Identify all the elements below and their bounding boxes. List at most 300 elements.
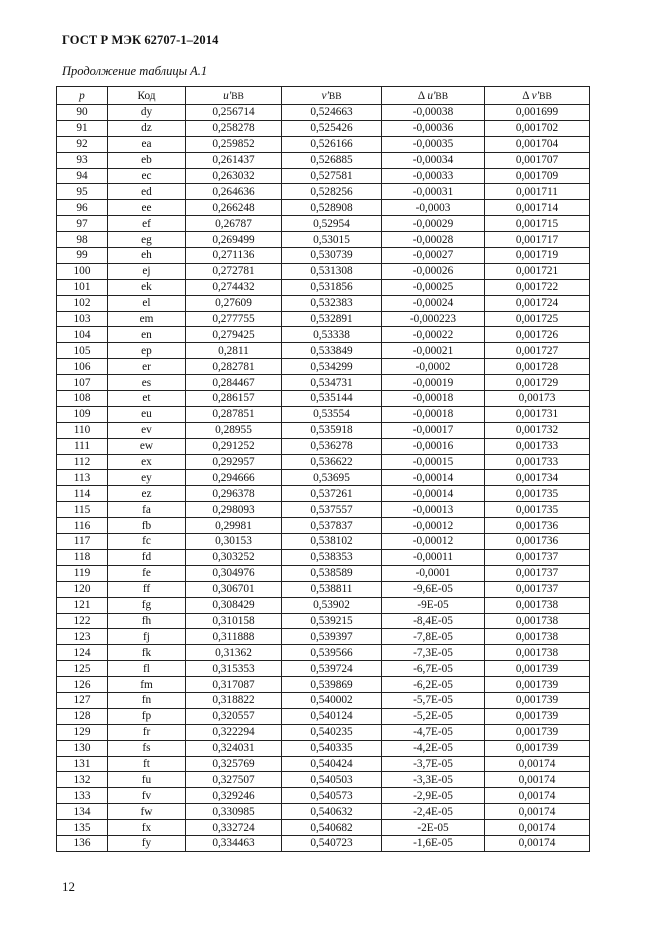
table-cell: 0,286157 [186, 391, 282, 407]
document-header: ГОСТ Р МЭК 62707-1–2014 [62, 33, 219, 47]
table-cell: fk [108, 645, 186, 661]
table-cell: -0,00036 [382, 120, 485, 136]
table-cell: 116 [57, 518, 108, 534]
table-cell: 101 [57, 279, 108, 295]
table-cell: 0,527581 [282, 168, 382, 184]
table-cell: 0,00174 [485, 835, 590, 851]
table-row [57, 740, 590, 756]
table-cell: 0,001732 [485, 422, 590, 438]
table-cell: 130 [57, 740, 108, 756]
table-cell: 0,266248 [186, 200, 282, 216]
table-cell: fd [108, 549, 186, 565]
table-cell: -0,00034 [382, 152, 485, 168]
table-cell: 0,294666 [186, 470, 282, 486]
table-cell: 0,306701 [186, 581, 282, 597]
table-cell: fw [108, 804, 186, 820]
table-cell: -0,00028 [382, 232, 485, 248]
table-cell: 99 [57, 248, 108, 264]
table-row [57, 645, 590, 661]
table-cell: 0,001736 [485, 518, 590, 534]
table-cell: 0,001738 [485, 645, 590, 661]
table-cell: 118 [57, 549, 108, 565]
table-cell: 0,534731 [282, 375, 382, 391]
table-cell: 0,298093 [186, 502, 282, 518]
table-cell: 0,525426 [282, 120, 382, 136]
table-row [57, 184, 590, 200]
table-cell: ec [108, 168, 186, 184]
table-cell: 0,00174 [485, 772, 590, 788]
table-row [57, 200, 590, 216]
column-header: p [57, 87, 108, 105]
table-cell: ef [108, 216, 186, 232]
table-cell: 0,001715 [485, 216, 590, 232]
table-cell: 119 [57, 565, 108, 581]
column-header: u'BB [186, 87, 282, 105]
table-cell: 0,540002 [282, 692, 382, 708]
table-cell: 106 [57, 359, 108, 375]
table-cell: -0,00021 [382, 343, 485, 359]
table-cell: fp [108, 708, 186, 724]
table-cell: fr [108, 724, 186, 740]
table-cell: -3,3E-05 [382, 772, 485, 788]
table-cell: 0,540632 [282, 804, 382, 820]
table-row [57, 470, 590, 486]
table-cell: ez [108, 486, 186, 502]
table-cell: 114 [57, 486, 108, 502]
table-cell: -8,4E-05 [382, 613, 485, 629]
table-row [57, 216, 590, 232]
table-cell: 0,53554 [282, 406, 382, 422]
table-cell: 0,532383 [282, 295, 382, 311]
table-cell: fv [108, 788, 186, 804]
table-cell: 133 [57, 788, 108, 804]
table-cell: et [108, 391, 186, 407]
table-cell: 0,001709 [485, 168, 590, 184]
table-cell: 0,272781 [186, 263, 282, 279]
table-cell: 0,528908 [282, 200, 382, 216]
table-cell: 0,001738 [485, 613, 590, 629]
table-cell: 0,274432 [186, 279, 282, 295]
table-cell: 0,30153 [186, 534, 282, 550]
table-cell: -0,00013 [382, 502, 485, 518]
table-cell: 0,526885 [282, 152, 382, 168]
table-body [57, 105, 590, 852]
table-cell: 91 [57, 120, 108, 136]
table-row [57, 613, 590, 629]
table-row [57, 677, 590, 693]
table-cell: 0,330985 [186, 804, 282, 820]
table-cell: -5,2E-05 [382, 708, 485, 724]
table-row [57, 486, 590, 502]
table-cell: 0,533849 [282, 343, 382, 359]
table-row [57, 804, 590, 820]
table-cell: 115 [57, 502, 108, 518]
table-cell: 124 [57, 645, 108, 661]
table-cell: 0,001735 [485, 486, 590, 502]
column-header: Код [108, 87, 186, 105]
table-cell: 108 [57, 391, 108, 407]
table-row [57, 534, 590, 550]
table-cell: 0,27609 [186, 295, 282, 311]
table-cell: 96 [57, 200, 108, 216]
table-cell: 0,327507 [186, 772, 282, 788]
table-cell: ex [108, 454, 186, 470]
table-cell: ee [108, 200, 186, 216]
table-cell: 0,539397 [282, 629, 382, 645]
table-cell: -5,7E-05 [382, 692, 485, 708]
table-cell: -2,9E-05 [382, 788, 485, 804]
table-cell: es [108, 375, 186, 391]
table-cell: 94 [57, 168, 108, 184]
table-cell: 0,284467 [186, 375, 282, 391]
table-cell: -0,00016 [382, 438, 485, 454]
table-cell: 0,531856 [282, 279, 382, 295]
table-cell: -0,00038 [382, 105, 485, 121]
table-cell: 0,535144 [282, 391, 382, 407]
table-cell: 136 [57, 835, 108, 851]
table-cell: 0,540682 [282, 820, 382, 836]
table-row [57, 343, 590, 359]
table-cell: ff [108, 581, 186, 597]
table-cell: 0,001722 [485, 279, 590, 295]
table-cell: -7,3E-05 [382, 645, 485, 661]
table-cell: 125 [57, 661, 108, 677]
table-cell: -0,00033 [382, 168, 485, 184]
table-cell: 0,00174 [485, 804, 590, 820]
table-cell: 0,540235 [282, 724, 382, 740]
table-cell: -0,00022 [382, 327, 485, 343]
table-header-row [57, 87, 590, 105]
table-row [57, 311, 590, 327]
table-cell: 98 [57, 232, 108, 248]
table-cell: 0,534299 [282, 359, 382, 375]
table-cell: 135 [57, 820, 108, 836]
table-cell: -7,8E-05 [382, 629, 485, 645]
table-cell: 128 [57, 708, 108, 724]
table-cell: 0,001719 [485, 248, 590, 264]
table-cell: fc [108, 534, 186, 550]
table-cell: 0,001725 [485, 311, 590, 327]
table-cell: -4,2E-05 [382, 740, 485, 756]
table-cell: -0,000223 [382, 311, 485, 327]
table-cell: fy [108, 835, 186, 851]
table-cell: eb [108, 152, 186, 168]
table-cell: 0,53015 [282, 232, 382, 248]
table-row [57, 232, 590, 248]
table-row [57, 168, 590, 184]
table-cell: -9,6E-05 [382, 581, 485, 597]
table-row [57, 820, 590, 836]
table-row [57, 549, 590, 565]
table-cell: 0,310158 [186, 613, 282, 629]
table-row [57, 279, 590, 295]
table-cell: 0,540573 [282, 788, 382, 804]
table-cell: 0,52954 [282, 216, 382, 232]
table-cell: 123 [57, 629, 108, 645]
table-cell: 0,315353 [186, 661, 282, 677]
table-cell: 134 [57, 804, 108, 820]
table-cell: -0,00024 [382, 295, 485, 311]
table-row [57, 359, 590, 375]
table-cell: 0,001711 [485, 184, 590, 200]
table-cell: 132 [57, 772, 108, 788]
table-cell: 0,524663 [282, 105, 382, 121]
table-cell: 0,332724 [186, 820, 282, 836]
table-cell: fe [108, 565, 186, 581]
table-cell: -1,6E-05 [382, 835, 485, 851]
table-cell: 0,296378 [186, 486, 282, 502]
table-cell: -0,0002 [382, 359, 485, 375]
table-cell: 0,536622 [282, 454, 382, 470]
table-cell: 120 [57, 581, 108, 597]
table-cell: 0,537837 [282, 518, 382, 534]
table-cell: 0,001733 [485, 454, 590, 470]
table-cell: 0,540424 [282, 756, 382, 772]
table-cell: 0,325769 [186, 756, 282, 772]
table-cell: 0,287851 [186, 406, 282, 422]
data-table [56, 86, 590, 852]
table-cell: -0,00029 [382, 216, 485, 232]
table-cell: -0,00018 [382, 406, 485, 422]
table-cell: fb [108, 518, 186, 534]
table-cell: dz [108, 120, 186, 136]
table-row [57, 375, 590, 391]
table-cell: 0,540503 [282, 772, 382, 788]
table-row [57, 708, 590, 724]
table-row [57, 422, 590, 438]
table-cell: 0,540335 [282, 740, 382, 756]
table-cell: 0,001729 [485, 375, 590, 391]
table-row [57, 120, 590, 136]
table-cell: 0,261437 [186, 152, 282, 168]
table-row [57, 263, 590, 279]
table-cell: eh [108, 248, 186, 264]
table-row [57, 248, 590, 264]
table-cell: -0,00012 [382, 518, 485, 534]
table-cell: er [108, 359, 186, 375]
table-cell: 0,269499 [186, 232, 282, 248]
table-cell: el [108, 295, 186, 311]
table-cell: 0,001737 [485, 581, 590, 597]
table-row [57, 724, 590, 740]
table-cell: 0,001714 [485, 200, 590, 216]
table-cell: 0,282781 [186, 359, 282, 375]
table-cell: 0,526166 [282, 136, 382, 152]
table-cell: 0,277755 [186, 311, 282, 327]
table-row [57, 136, 590, 152]
table-cell: 92 [57, 136, 108, 152]
table-row [57, 152, 590, 168]
table-cell: 97 [57, 216, 108, 232]
column-header: Δ v'BB [485, 87, 590, 105]
page-number: 12 [62, 879, 75, 894]
table-cell: 0,538353 [282, 549, 382, 565]
table-cell: 103 [57, 311, 108, 327]
table-cell: 0,001707 [485, 152, 590, 168]
table-cell: fn [108, 692, 186, 708]
table-cell: fm [108, 677, 186, 693]
column-header: Δ u'BB [382, 87, 485, 105]
table-cell: -3,7E-05 [382, 756, 485, 772]
table-row [57, 835, 590, 851]
table-cell: 0,334463 [186, 835, 282, 851]
table-row [57, 565, 590, 581]
table-cell: 0,258278 [186, 120, 282, 136]
table-cell: -6,2E-05 [382, 677, 485, 693]
table-cell: 0,001739 [485, 677, 590, 693]
table-cell: -0,00018 [382, 391, 485, 407]
table-cell: eg [108, 232, 186, 248]
table-row [57, 692, 590, 708]
table-cell: 93 [57, 152, 108, 168]
table-cell: -0,00011 [382, 549, 485, 565]
table-cell: -0,0001 [382, 565, 485, 581]
table-cell: 0,538102 [282, 534, 382, 550]
table-cell: -0,0003 [382, 200, 485, 216]
table-row [57, 581, 590, 597]
table-row [57, 391, 590, 407]
table-cell: 0,001731 [485, 406, 590, 422]
table-row [57, 597, 590, 613]
table-cell: 0,536278 [282, 438, 382, 454]
table-cell: 0,001737 [485, 565, 590, 581]
table-cell: 0,320557 [186, 708, 282, 724]
table-cell: 0,001739 [485, 724, 590, 740]
table-cell: 102 [57, 295, 108, 311]
table-cell: fs [108, 740, 186, 756]
table-cell: 107 [57, 375, 108, 391]
table-cell: -0,00027 [382, 248, 485, 264]
table-cell: 0,001726 [485, 327, 590, 343]
table-cell: 0,263032 [186, 168, 282, 184]
table-row [57, 406, 590, 422]
table-cell: -4,7E-05 [382, 724, 485, 740]
table-cell: 0,001739 [485, 661, 590, 677]
table-cell: 0,538811 [282, 581, 382, 597]
table-cell: ep [108, 343, 186, 359]
table-cell: 0,001733 [485, 438, 590, 454]
table-cell: 0,001737 [485, 549, 590, 565]
table-cell: 0,537261 [282, 486, 382, 502]
table-cell: 0,001702 [485, 120, 590, 136]
table-cell: 127 [57, 692, 108, 708]
table-cell: ej [108, 263, 186, 279]
table-cell: 0,001738 [485, 629, 590, 645]
table-cell: 0,528256 [282, 184, 382, 200]
table-cell: 0,001699 [485, 105, 590, 121]
table-cell: 0,324031 [186, 740, 282, 756]
table-cell: 117 [57, 534, 108, 550]
table-cell: 0,317087 [186, 677, 282, 693]
table-cell: -0,00035 [382, 136, 485, 152]
table-cell: 0,53902 [282, 597, 382, 613]
table-cell: 0,001724 [485, 295, 590, 311]
table-cell: 0,001738 [485, 597, 590, 613]
table-cell: 121 [57, 597, 108, 613]
table-cell: fg [108, 597, 186, 613]
table-cell: 113 [57, 470, 108, 486]
table-cell: -2E-05 [382, 820, 485, 836]
table-row [57, 518, 590, 534]
table-row [57, 756, 590, 772]
table-cell: 0,001727 [485, 343, 590, 359]
table-cell: 0,530739 [282, 248, 382, 264]
table-cell: 0,00174 [485, 788, 590, 804]
table-cell: 109 [57, 406, 108, 422]
table-cell: -0,00031 [382, 184, 485, 200]
table-cell: 0,540124 [282, 708, 382, 724]
table-cell: -0,00015 [382, 454, 485, 470]
table-cell: 131 [57, 756, 108, 772]
table-cell: -0,00014 [382, 486, 485, 502]
table-cell: -0,00012 [382, 534, 485, 550]
table-cell: 0,322294 [186, 724, 282, 740]
table-cell: dy [108, 105, 186, 121]
table-cell: 0,53338 [282, 327, 382, 343]
table-cell: 0,311888 [186, 629, 282, 645]
table-cell: 0,271136 [186, 248, 282, 264]
table-cell: ew [108, 438, 186, 454]
table-cell: ev [108, 422, 186, 438]
table-cell: 0,001704 [485, 136, 590, 152]
table-cell: fu [108, 772, 186, 788]
table-cell: -0,00025 [382, 279, 485, 295]
table-cell: 0,001735 [485, 502, 590, 518]
table-cell: 129 [57, 724, 108, 740]
table-cell: 0,26787 [186, 216, 282, 232]
table-cell: 0,259852 [186, 136, 282, 152]
table-row [57, 105, 590, 121]
table-cell: em [108, 311, 186, 327]
table-row [57, 772, 590, 788]
table-cell: eu [108, 406, 186, 422]
table-cell: 0,292957 [186, 454, 282, 470]
table-cell: fx [108, 820, 186, 836]
table-cell: 0,001739 [485, 692, 590, 708]
table-cell: 90 [57, 105, 108, 121]
table-cell: 111 [57, 438, 108, 454]
table-cell: 0,539724 [282, 661, 382, 677]
table-row [57, 454, 590, 470]
table-cell: 0,001721 [485, 263, 590, 279]
table-cell: 122 [57, 613, 108, 629]
table-cell: ea [108, 136, 186, 152]
table-cell: 0,00174 [485, 820, 590, 836]
table-cell: 0,28955 [186, 422, 282, 438]
table-cell: en [108, 327, 186, 343]
table-cell: fa [108, 502, 186, 518]
table-cell: -9E-05 [382, 597, 485, 613]
table-cell: 0,00173 [485, 391, 590, 407]
table-cell: 0,291252 [186, 438, 282, 454]
table-cell: -0,00014 [382, 470, 485, 486]
table-cell: 0,304976 [186, 565, 282, 581]
table-cell: -0,00017 [382, 422, 485, 438]
table-caption: Продолжение таблицы А.1 [62, 64, 208, 78]
table-cell: -6,7E-05 [382, 661, 485, 677]
table-cell: 0,31362 [186, 645, 282, 661]
table-cell: 0,539215 [282, 613, 382, 629]
table-row [57, 629, 590, 645]
table-cell: 0,001739 [485, 740, 590, 756]
table-cell: ed [108, 184, 186, 200]
table-cell: 0,539869 [282, 677, 382, 693]
table-row [57, 327, 590, 343]
table-cell: 0,29981 [186, 518, 282, 534]
table-cell: -0,00019 [382, 375, 485, 391]
table-cell: 0,001736 [485, 534, 590, 550]
table-cell: 104 [57, 327, 108, 343]
